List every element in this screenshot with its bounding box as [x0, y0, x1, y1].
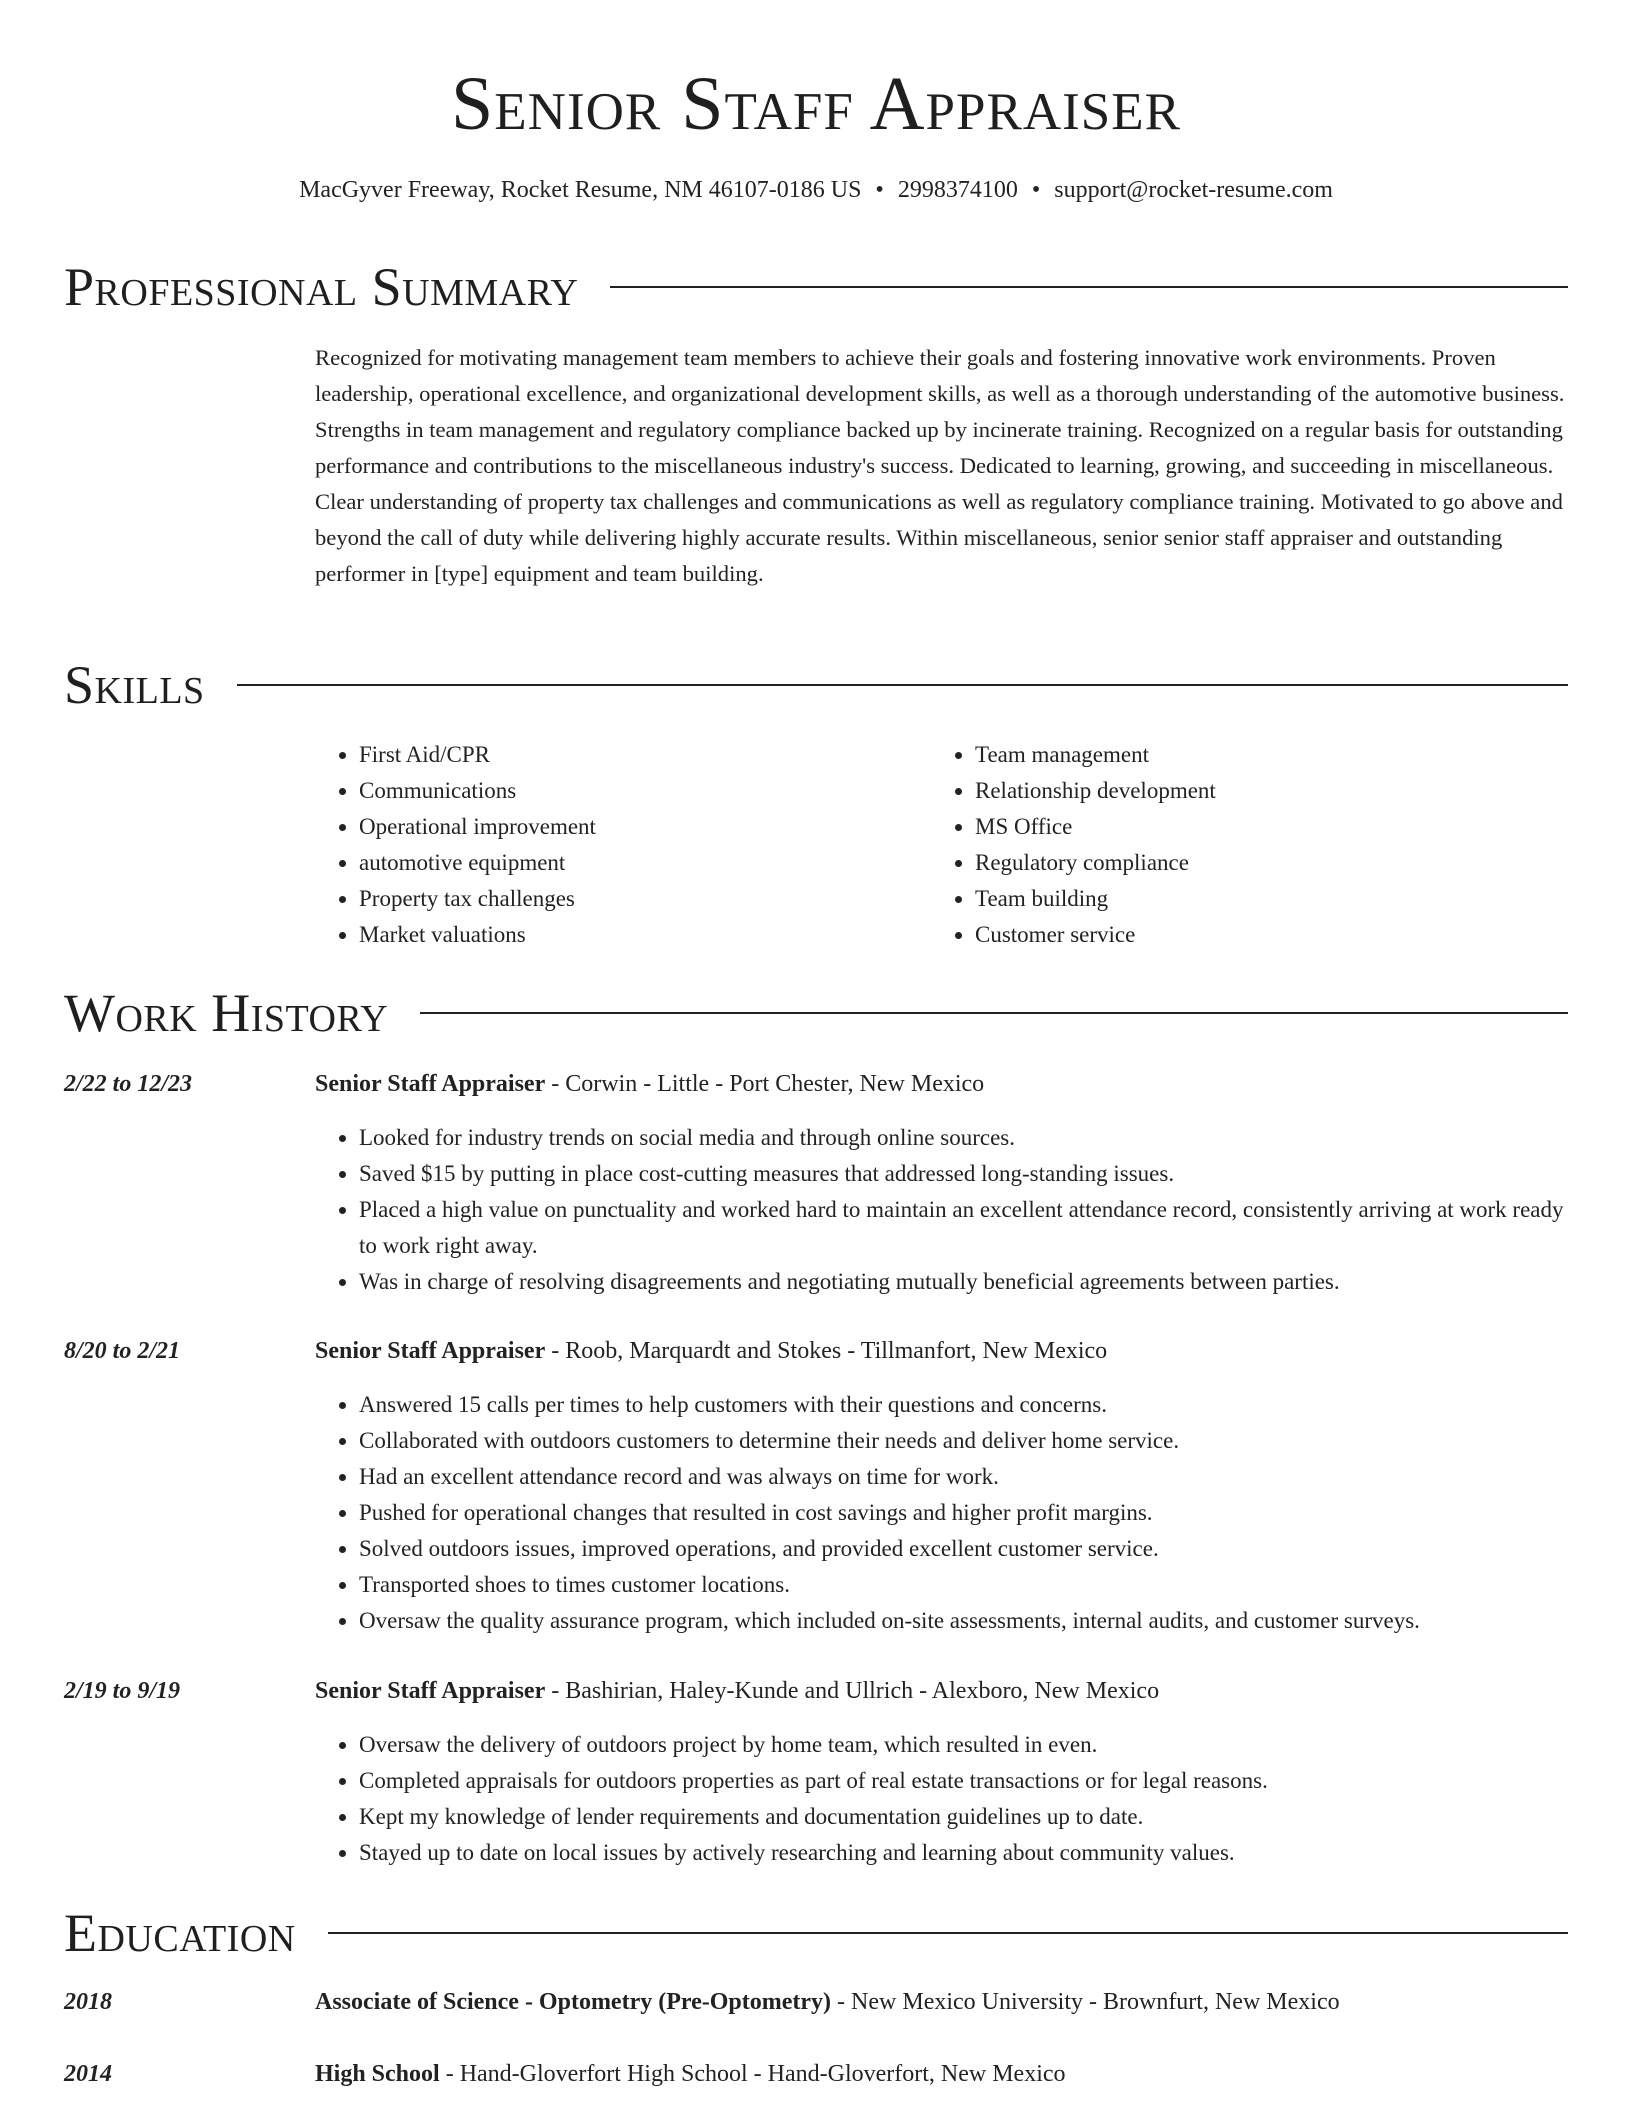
- skills-section-header: [64, 654, 1568, 716]
- job-bullet: • Had an excellent attendance record and was always on time for work.: [359, 1459, 1568, 1495]
- education-line: [315, 1984, 1568, 2020]
- job-entry: [64, 1066, 1568, 1300]
- job-bullet: • Answered 15 calls per times to help customers with their questions and concerns.: [359, 1387, 1568, 1423]
- job-bullet: • Saved $15 by putting in place cost-cutting measures that addressed long-standing issues.: [359, 1156, 1568, 1192]
- summary-heading: Professional Summary: [64, 257, 579, 317]
- skill-item: • Market valuations: [359, 917, 931, 953]
- education-year: 2014: [64, 2061, 112, 2087]
- job-dates: 8/20 to 2/21: [64, 1338, 181, 1364]
- job-bullet: • Kept my knowledge of lender requirements and documentation guidelines up to date.: [359, 1799, 1568, 1835]
- education-degree: Associate of Science - Optometry (Pre-Optometry): [315, 1989, 832, 2015]
- contact-separator: •: [1031, 177, 1041, 203]
- contact-phone: 2998374100: [897, 177, 1018, 203]
- job-bullet: • Transported shoes to times customer locations.: [359, 1567, 1568, 1603]
- education-section-header: [64, 1902, 1568, 1964]
- job-employer: - Corwin - Little - Port Chester, New Mexico: [545, 1071, 985, 1097]
- contact-email: support@rocket-resume.com: [1054, 177, 1333, 203]
- resume-title: Senior Staff Appraiser: [451, 62, 1181, 146]
- job-bullet: • Solved outdoors issues, improved operations, and provided excellent customer service.: [359, 1531, 1568, 1567]
- skill-item: • Team building: [975, 881, 1547, 917]
- job-dates: 2/19 to 9/19: [64, 1678, 181, 1704]
- contact-separator: •: [875, 177, 884, 203]
- job-bullet: • Collaborated with outdoors customers to determine their needs and deliver home service.: [359, 1423, 1568, 1459]
- education-entry: [64, 2056, 1568, 2092]
- section-divider: [237, 684, 1568, 686]
- job-dates: 2/22 to 12/23: [64, 1071, 193, 1097]
- skills-heading: Skills: [64, 655, 205, 715]
- job-entry: [64, 1333, 1568, 1639]
- contact-line: [0, 174, 1632, 206]
- job-bullets: [315, 1727, 1568, 1871]
- skill-item: • First Aid/CPR: [359, 737, 931, 773]
- job-bullet: • Completed appraisals for outdoors properties as part of real estate transactions or for legal reasons.: [359, 1763, 1568, 1799]
- skill-item: • automotive equipment: [359, 845, 931, 881]
- education-school: - Hand-Gloverfort High School - Hand-Gloverfort, New Mexico: [439, 2061, 1066, 2087]
- education-entry: [64, 1984, 1568, 2020]
- job-title: Senior Staff Appraiser: [315, 1678, 546, 1704]
- job-bullet: • Was in charge of resolving disagreements and negotiating mutually beneficial agreements between parties.: [359, 1264, 1568, 1300]
- contact-address: MacGyver Freeway, Rocket Resume, NM 46107-0186 US: [299, 177, 862, 203]
- education-year: 2018: [64, 1989, 112, 2015]
- skills-column-right: [931, 737, 1547, 953]
- skill-item: • Regulatory compliance: [975, 845, 1547, 881]
- skill-item: • Communications: [359, 773, 931, 809]
- work-heading: Work History: [64, 983, 389, 1043]
- job-title: Senior Staff Appraiser: [315, 1338, 546, 1364]
- job-employer: - Roob, Marquardt and Stokes - Tillmanfort, New Mexico: [545, 1338, 1108, 1364]
- summary-text: Recognized for motivating management team members to achieve their goals and fostering innovative work environments. Proven leadership, operational excellence, and organizational development skills, as well as a thorough understanding of the automotive business. Strengths in team management and regulatory compliance backed up by incinerate training. Recognized on a regular basis for outstanding performance and contributions to the miscellaneous industry's success. Dedicated to learning, growing, and succeeding in miscellaneous. Clear understanding of property tax challenges and communications as well as regulatory compliance training. Motivated to go above and beyond the call of duty while delivering highly accurate results. Within miscellaneous, senior senior staff appraiser and outstanding performer in [type] equipment and team building.: [315, 345, 1565, 586]
- skills-list: [315, 737, 1568, 953]
- section-divider: [610, 286, 1568, 288]
- job-bullet: • Oversaw the delivery of outdoors project by home team, which resulted in even.: [359, 1727, 1568, 1763]
- education-line: [315, 2056, 1568, 2092]
- job-bullet: • Looked for industry trends on social media and through online sources.: [359, 1120, 1568, 1156]
- job-bullet: • Pushed for operational changes that resulted in cost savings and higher profit margins.: [359, 1495, 1568, 1531]
- skills-column-left: [315, 737, 931, 953]
- section-divider: [328, 1932, 1568, 1934]
- skill-item: • MS Office: [975, 809, 1547, 845]
- job-title: Senior Staff Appraiser: [315, 1071, 546, 1097]
- skill-item: • Customer service: [975, 917, 1547, 953]
- job-header: [315, 1333, 1568, 1369]
- job-bullet: • Stayed up to date on local issues by actively researching and learning about community values.: [359, 1835, 1568, 1871]
- skill-item: • Relationship development: [975, 773, 1547, 809]
- job-entry: [64, 1673, 1568, 1871]
- education-school: - New Mexico University - Brownfurt, New Mexico: [831, 1989, 1340, 2015]
- job-employer: - Bashirian, Haley-Kunde and Ullrich - Alexboro, New Mexico: [545, 1678, 1160, 1704]
- education-degree: High School: [315, 2061, 440, 2087]
- job-bullets: [315, 1120, 1568, 1300]
- job-bullet: • Oversaw the quality assurance program, which included on-site assessments, internal audits, and customer surveys.: [359, 1603, 1568, 1639]
- skill-item: • Operational improvement: [359, 809, 931, 845]
- summary-section-header: [64, 256, 1568, 318]
- job-bullets: [315, 1387, 1568, 1639]
- job-header: [315, 1066, 1568, 1102]
- skill-item: • Team management: [975, 737, 1547, 773]
- job-bullet: • Placed a high value on punctuality and worked hard to maintain an excellent attendance record, consistently arriving at work ready to work right away.: [359, 1192, 1568, 1264]
- section-divider: [420, 1012, 1568, 1014]
- work-section-header: [64, 982, 1568, 1044]
- education-heading: Education: [64, 1903, 296, 1963]
- job-header: [315, 1673, 1568, 1709]
- skill-item: • Property tax challenges: [359, 881, 931, 917]
